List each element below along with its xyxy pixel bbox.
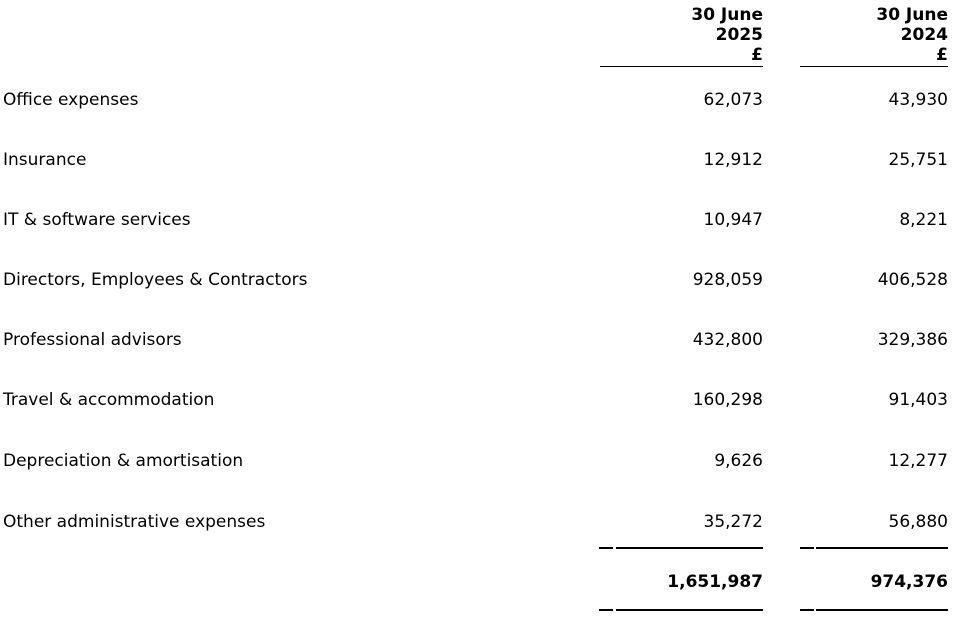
row-value-2024: 56,880 bbox=[888, 512, 948, 532]
row-value-2024: 329,386 bbox=[877, 330, 948, 350]
column-header-2024-date: 30 June bbox=[876, 5, 948, 25]
total-rule-2024 bbox=[816, 609, 948, 611]
subtotal-rule-dash-2024 bbox=[800, 547, 814, 549]
column-header-2024-year: 2024 bbox=[900, 25, 948, 45]
header-underline-2025 bbox=[600, 66, 763, 67]
row-value-2024: 25,751 bbox=[888, 150, 948, 170]
column-header-2024 bbox=[778, 5, 948, 65]
row-value-2025: 160,298 bbox=[692, 390, 763, 410]
row-label: Other administrative expenses bbox=[3, 512, 266, 532]
row-value-2025: 62,073 bbox=[703, 90, 763, 110]
row-label: Professional advisors bbox=[3, 330, 182, 350]
row-value-2025: 928,059 bbox=[692, 270, 763, 290]
header-underline-2024 bbox=[800, 66, 948, 67]
total-2025: 1,651,987 bbox=[667, 572, 763, 592]
row-value-2024: 406,528 bbox=[877, 270, 948, 290]
row-value-2025: 9,626 bbox=[714, 451, 763, 471]
row-label: Office expenses bbox=[3, 90, 139, 110]
column-header-2025-currency: £ bbox=[751, 45, 763, 65]
column-header-2025 bbox=[593, 5, 763, 65]
column-header-2025-date: 30 June bbox=[691, 5, 763, 25]
row-value-2024: 43,930 bbox=[888, 90, 948, 110]
total-rule-2025 bbox=[616, 609, 763, 611]
row-value-2024: 12,277 bbox=[888, 451, 948, 471]
total-2024: 974,376 bbox=[870, 572, 948, 592]
subtotal-rule-2025 bbox=[616, 547, 763, 549]
row-value-2025: 12,912 bbox=[703, 150, 763, 170]
row-label: Insurance bbox=[3, 150, 87, 170]
subtotal-rule-dash-2025 bbox=[599, 547, 613, 549]
column-header-2025-year: 2025 bbox=[715, 25, 763, 45]
total-rule-dash-2025 bbox=[599, 609, 613, 611]
row-label: Directors, Employees & Contractors bbox=[3, 270, 308, 290]
row-label: IT & software services bbox=[3, 210, 191, 230]
row-value-2025: 432,800 bbox=[692, 330, 763, 350]
subtotal-rule-2024 bbox=[816, 547, 948, 549]
total-rule-dash-2024 bbox=[800, 609, 814, 611]
row-label: Depreciation & amortisation bbox=[3, 451, 244, 471]
column-header-2024-currency: £ bbox=[936, 45, 948, 65]
row-value-2025: 10,947 bbox=[703, 210, 763, 230]
row-value-2024: 91,403 bbox=[888, 390, 948, 410]
row-label: Travel & accommodation bbox=[3, 390, 215, 410]
row-value-2025: 35,272 bbox=[703, 512, 763, 532]
row-value-2024: 8,221 bbox=[899, 210, 948, 230]
